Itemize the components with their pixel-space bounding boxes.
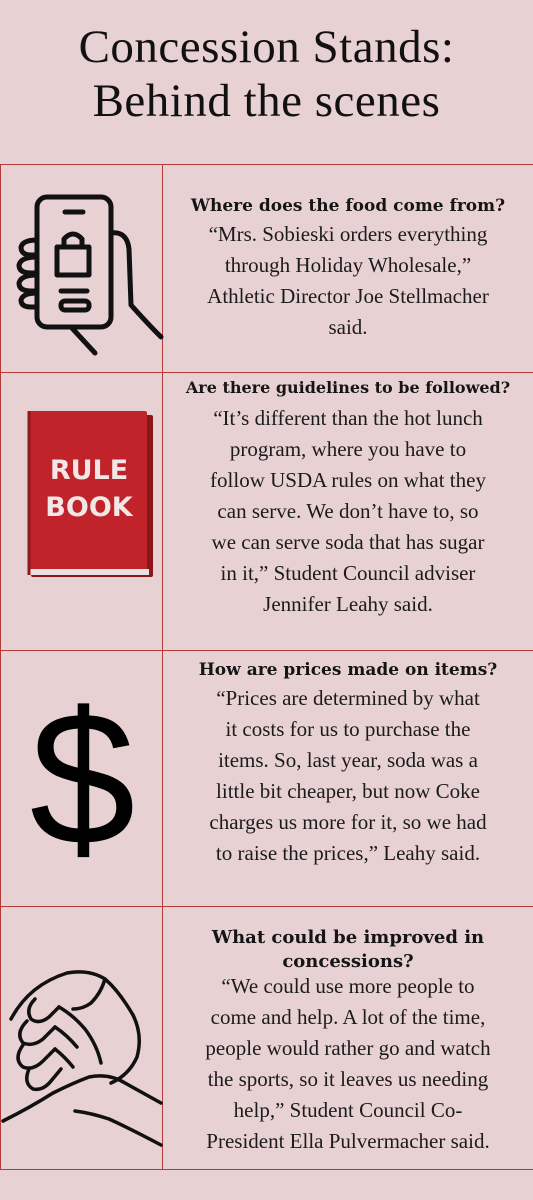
answer-line: “Prices are determined by what bbox=[216, 686, 480, 710]
icon-cell bbox=[0, 165, 163, 372]
title-line-1: Concession Stands: bbox=[78, 21, 455, 73]
book-text-book: BOOK bbox=[45, 492, 133, 523]
question-line: concessions? bbox=[282, 951, 414, 972]
answer-line: through Holiday Wholesale,” bbox=[224, 253, 472, 277]
answer-line: the sports, so it leaves us needing bbox=[207, 1067, 489, 1091]
question bbox=[163, 923, 533, 971]
answer-line: little bit cheaper, but now Coke bbox=[216, 779, 480, 803]
answer-line: help,” Student Council Co- bbox=[233, 1098, 463, 1122]
answer-line: Jennifer Leahy said. bbox=[263, 592, 433, 616]
section-improvements bbox=[0, 906, 533, 1170]
answer-line: “Mrs. Sobieski orders everything bbox=[208, 222, 488, 246]
answer-line: “It’s different than the hot lunch bbox=[213, 406, 483, 430]
answer-line: charges us more for it, so we had bbox=[209, 810, 487, 834]
answer bbox=[163, 403, 533, 620]
question: How are prices made on items? bbox=[198, 660, 498, 680]
answer-line: “We could use more people to bbox=[221, 974, 475, 998]
answer-line: follow USDA rules on what they bbox=[210, 468, 486, 492]
text-cell bbox=[163, 907, 533, 1169]
book-text-rule: RULE bbox=[49, 455, 129, 486]
text-cell bbox=[163, 651, 533, 906]
rule-book-icon bbox=[1, 373, 164, 651]
answer-line: program, where you have to bbox=[229, 437, 467, 461]
answer-line: can serve. We don’t have to, so bbox=[217, 499, 479, 523]
title-line-2: Behind the scenes bbox=[92, 75, 441, 127]
text-cell bbox=[163, 373, 533, 650]
answer-line: Athletic Director Joe Stellmacher bbox=[207, 284, 489, 308]
answer-line: President Ella Pulvermacher said. bbox=[206, 1129, 490, 1153]
question-line: What could be improved in bbox=[211, 927, 485, 948]
answer-line: in it,” Student Council adviser bbox=[220, 561, 476, 585]
answer-line: to raise the prices,” Leahy said. bbox=[215, 841, 481, 865]
answer-line: people would rather go and watch bbox=[205, 1036, 491, 1060]
icon-cell bbox=[0, 651, 163, 906]
section-guidelines bbox=[0, 372, 533, 650]
answer-line: said. bbox=[328, 315, 368, 339]
answer-line: we can serve soda that has sugar bbox=[211, 530, 485, 554]
handshake-icon bbox=[1, 907, 164, 1171]
answer bbox=[163, 683, 533, 869]
icon-cell bbox=[0, 373, 163, 650]
question: Are there guidelines to be followed? bbox=[185, 378, 511, 397]
answer-line: it costs for us to purchase the bbox=[225, 717, 471, 741]
text-cell bbox=[163, 165, 533, 372]
answer-line: come and help. A lot of the time, bbox=[210, 1005, 486, 1029]
answer-line: items. So, last year, soda was a bbox=[218, 748, 478, 772]
answer bbox=[163, 971, 533, 1157]
section-food-source bbox=[0, 164, 533, 372]
answer bbox=[163, 219, 533, 343]
question: Where does the food come from? bbox=[190, 196, 506, 216]
section-prices bbox=[0, 650, 533, 906]
page-title bbox=[0, 20, 533, 128]
dollar-sign-icon: $ bbox=[29, 673, 136, 885]
icon-cell bbox=[0, 907, 163, 1169]
phone-shopping-icon bbox=[1, 165, 164, 373]
info-grid bbox=[0, 164, 533, 1170]
